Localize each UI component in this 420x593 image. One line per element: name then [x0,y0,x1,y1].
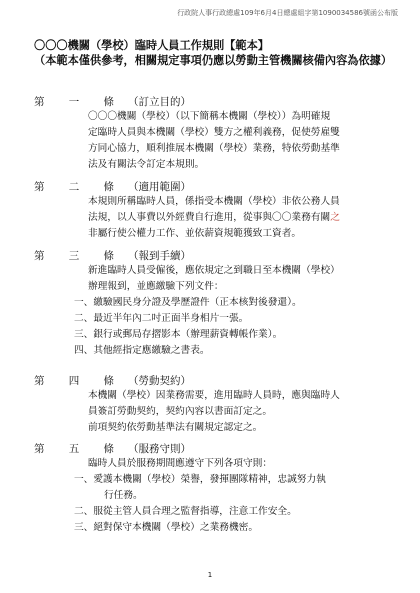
article-heading [34,249,394,263]
article-3 [34,249,394,359]
article-body: 新進臨時人員受僱後，應依規定之到職日至本機關（學校） 辦理報到，並應繳驗下列文件： 一、繳驗國民身分證及學歷證件（正本核對後發還）。 二、最近半年內二吋正面半身相片一張。 三、銀行或郵局存摺影本（辦理薪資轉帳作業）。 四、其他經指定應繳驗之書表。 [74,265,340,356]
article-heading [34,374,394,388]
article-title: （服務守則） [128,443,191,455]
article-body: 〇〇〇機關（學校）（以下簡稱本機關（學校））為明確規 定臨時人員與本機關（學校）雙方之權利義務，促使勞雇雙 方同心協力，順利推展本機關（學校）業務，特依勞動基準 法及有關法令訂定本規則。 [88,111,340,170]
article-2 [34,180,394,242]
article-number: 第 二 條 [34,181,114,193]
article-heading [34,442,394,456]
article-title: （訂立目的） [128,96,191,108]
article-title: （適用範圍） [128,181,191,193]
article-number: 第 五 條 [34,443,114,455]
header-note: 行政院人事行政總處109年6月4日總處組字第1090034586號函公布版 [177,9,398,17]
article-number: 第 一 條 [34,96,114,108]
article-body: 本規則所稱臨時人員，係指受本機關（學校）非依公務人員 法規，以人事費以外經費自行進用，從事與〇〇業務有關之 非屬行使公權力工作、並依薪資規範獲致工資者。 [88,196,340,239]
article-number: 第 三 條 [34,250,114,262]
article-5 [34,442,394,536]
page-number: 1 [207,571,213,579]
article-title: （勞動契約） [128,375,191,387]
article-heading [34,95,394,109]
document-subtitle: （本範本僅供參考，相關規定事項仍應以勞動主管機關核備內容為依據） [34,53,393,67]
article-body: 臨時人員於服務期間應遵守下列各項守則： 一、愛護本機關（學校）榮譽，發揮團隊精神，忠誠努力執 行任務。 二、服從主管人員合理之監督指導，注意工作安全。 三、絕對保守本機關（學校）之業務機密。 [74,458,326,533]
article-heading [34,180,394,194]
article-body: 本機關（學校）因業務需要，進用臨時人員時，應與臨時人 員簽訂勞動契約，契約內容以書面訂定之。 前項契約依勞動基準法有關規定認定之。 [88,390,340,433]
document-title: 〇〇〇機關（學校）臨時人員工作規則【範本】 [34,38,269,52]
highlighted-char: 之 [330,212,340,223]
article-1 [34,95,394,173]
article-4 [34,374,394,436]
article-title: （報到手續） [128,250,191,262]
article-number: 第 四 條 [34,375,114,387]
